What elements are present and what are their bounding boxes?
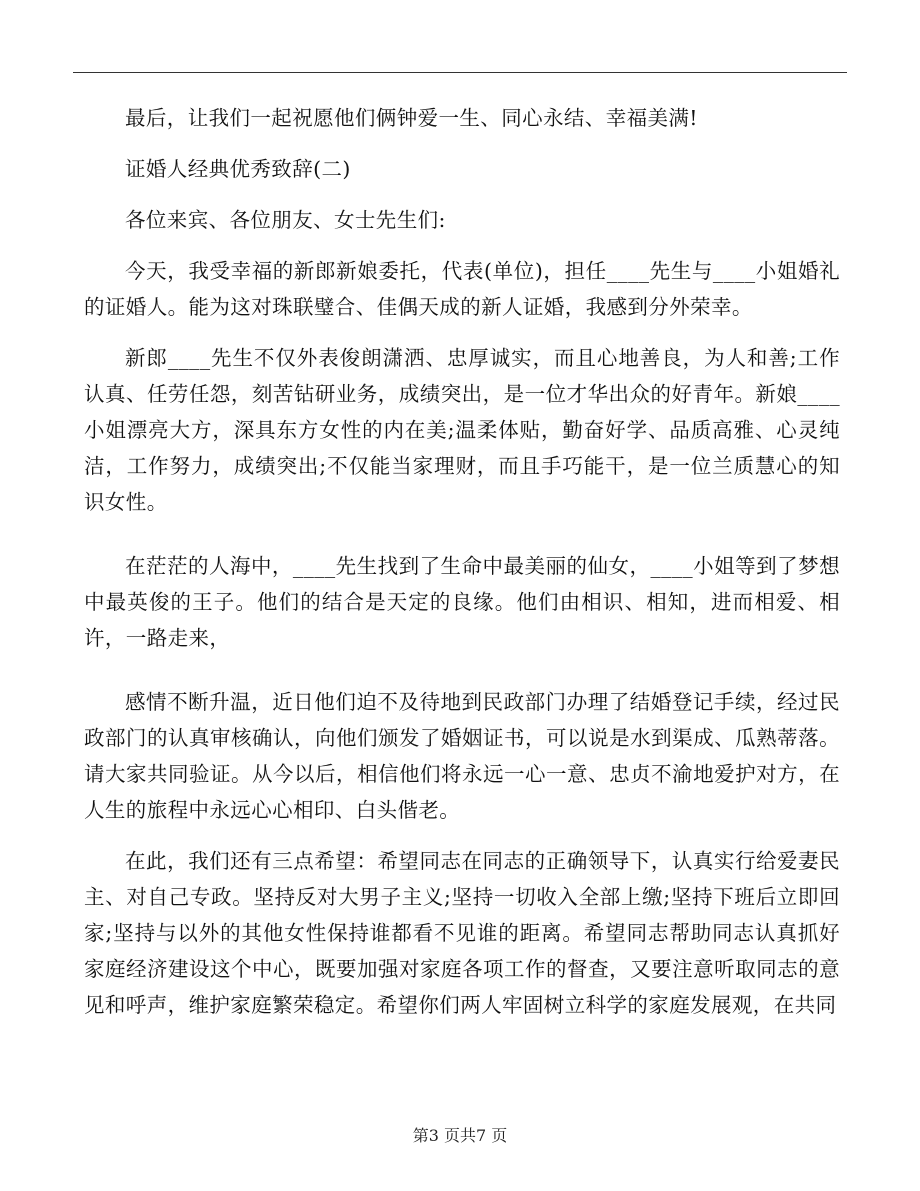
header-rule — [73, 72, 847, 73]
closing-blessing: 最后，让我们一起祝愿他们俩钟爱一生、同心永结、幸福美满! — [125, 106, 698, 130]
paragraph-registration: 感情不断升温，近日他们迫不及待地到民政部门办理了结婚登记手续，经过民政部门的认真审核确认，向他们颁发了婚姻证书，可以说是水到渠成、瓜熟蒂落。请大家共同验证。从今以后，相信他们将永远一心一意、忠贞不渝地爱护对方，在人生的旅程中永远心心相印、白头偕老。 — [84, 690, 840, 822]
page-number: 第3 页共7 页 — [412, 1126, 508, 1145]
document-body — [84, 100, 840, 1023]
paragraph-couple-description: 新郎____先生不仅外表俊朗潇洒、忠厚诚实，而且心地善良，为人和善;工作认真、任劳任怨，刻苦钻研业务，成绩突出，是一位才华出众的好青年。新娘____小姐漂亮大方，深具东方女性的内在美;温柔体贴，勤奋好学、品质高雅、心灵纯洁，工作努力，成绩突出;不仅能当家理财，而且手巧能干，是一位兰质慧心的知识女性。 — [84, 346, 840, 514]
salutation: 各位来宾、各位朋友、女士先生们: — [125, 208, 446, 232]
paragraph-intro: 今天，我受幸福的新郎新娘委托，代表(单位)，担任____先生与____小姐婚礼的证婚人。能为这对珠联璧合、佳偶天成的新人证婚，我感到分外荣幸。 — [84, 259, 840, 319]
paragraph-hopes: 在此，我们还有三点希望：希望同志在同志的正确领导下，认真实行给爱妻民主、对自己专政。坚持反对大男子主义;坚持一切收入全部上缴;坚持下班后立即回家;坚持与以外的其他女性保持谁都看不见谁的距离。希望同志帮助同志认真抓好家庭经济建设这个中心，既要加强对家庭各项工作的督查，又要注意听取同志的意见和呼声，维护家庭繁荣稳定。希望你们两人牢固树立科学的家庭发展观，在共同 — [84, 849, 840, 1017]
paragraph-meeting: 在茫茫的人海中，____先生找到了生命中最美丽的仙女，____小姐等到了梦想中最英俊的王子。他们的结合是天定的良缘。他们由相识、相知，进而相爱、相许，一路走来， — [84, 554, 840, 650]
section-title: 证婚人经典优秀致辞(二) — [125, 157, 351, 181]
